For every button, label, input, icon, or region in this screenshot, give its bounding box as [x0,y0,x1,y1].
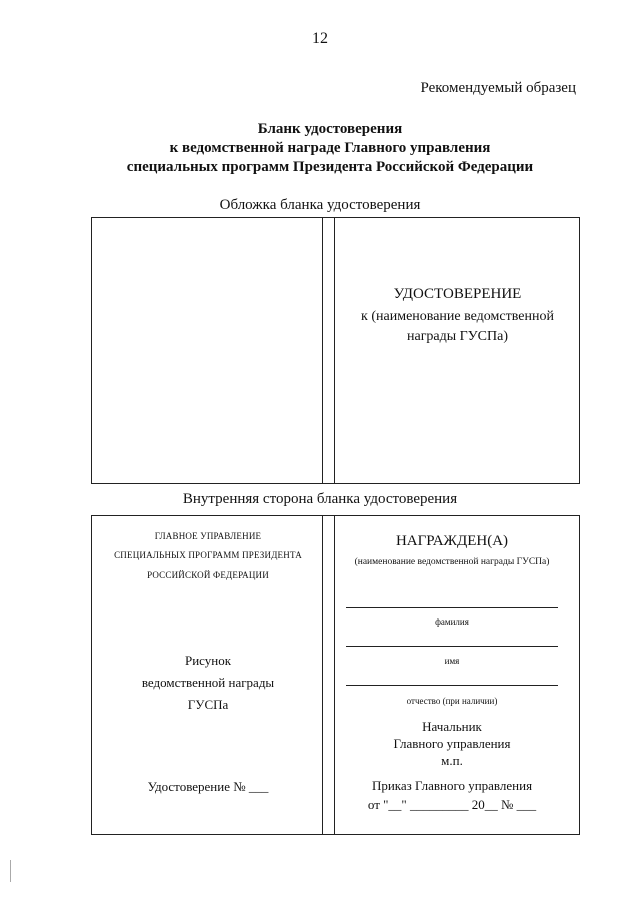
title-line-2: к ведомственной награде Главного управления [169,140,491,156]
chief-signature-block [336,718,568,769]
title-line-3: специальных программ Президента Российской Федерации [126,159,534,175]
cover-award-line-1: к (наименование ведомственной [361,309,554,324]
picture-line-3: ГУСПа [187,697,229,712]
cover-spine-line-left [322,217,323,484]
cover-frame [91,217,580,484]
picture-line-2: ведомственной награды [141,675,275,690]
name-fill-line [346,646,558,647]
org-name-line-3: РОССИЙСКОЙ ФЕДЕРАЦИИ [147,570,269,580]
name-label: имя [444,656,460,666]
title-line-1: Бланк удостоверения [257,121,403,137]
org-name-line-1: ГЛАВНОЕ УПРАВЛЕНИЕ [154,531,262,541]
certificate-number: Удостоверение № ___ [147,779,269,794]
order-title: Приказ Главного управления [371,778,533,793]
patronymic-label: отчество (при наличии) [406,696,498,706]
page-number: 12 [312,30,328,47]
cover-spine-line-right [334,217,335,484]
surname-label: фамилия [435,617,469,627]
scan-margin-mark [10,860,11,882]
recommended-sample-label: Рекомендуемый образец [420,80,576,96]
cover-certificate-title: УДОСТОВЕРЕНИЕ [393,286,522,302]
document-title [60,120,600,177]
award-picture-placeholder [93,650,323,716]
inner-side-heading: Внутренняя сторона бланка удостоверения [182,491,458,507]
org-name-line-2: СПЕЦИАЛЬНЫХ ПРОГРАММ ПРЕЗИДЕНТА [114,550,302,560]
cover-award-line-2: награды ГУСПа) [406,329,509,344]
award-name-note: (наименование ведомственной награды ГУСПа) [354,557,550,567]
surname-fill-line [346,607,558,608]
patronymic-fill-line [346,685,558,686]
cover-heading: Обложка бланка удостоверения [219,197,421,213]
cover-award-name [336,307,579,347]
stamp-place: м.п. [441,753,463,768]
awarded-heading: НАГРАЖДЕН(А) [395,533,509,549]
order-date-number-line: от "__" _________ 20__ № ___ [367,797,537,812]
chief-line-1: Начальник [422,719,482,734]
chief-line-2: Главного управления [393,736,511,751]
picture-line-1: Рисунок [184,653,232,668]
